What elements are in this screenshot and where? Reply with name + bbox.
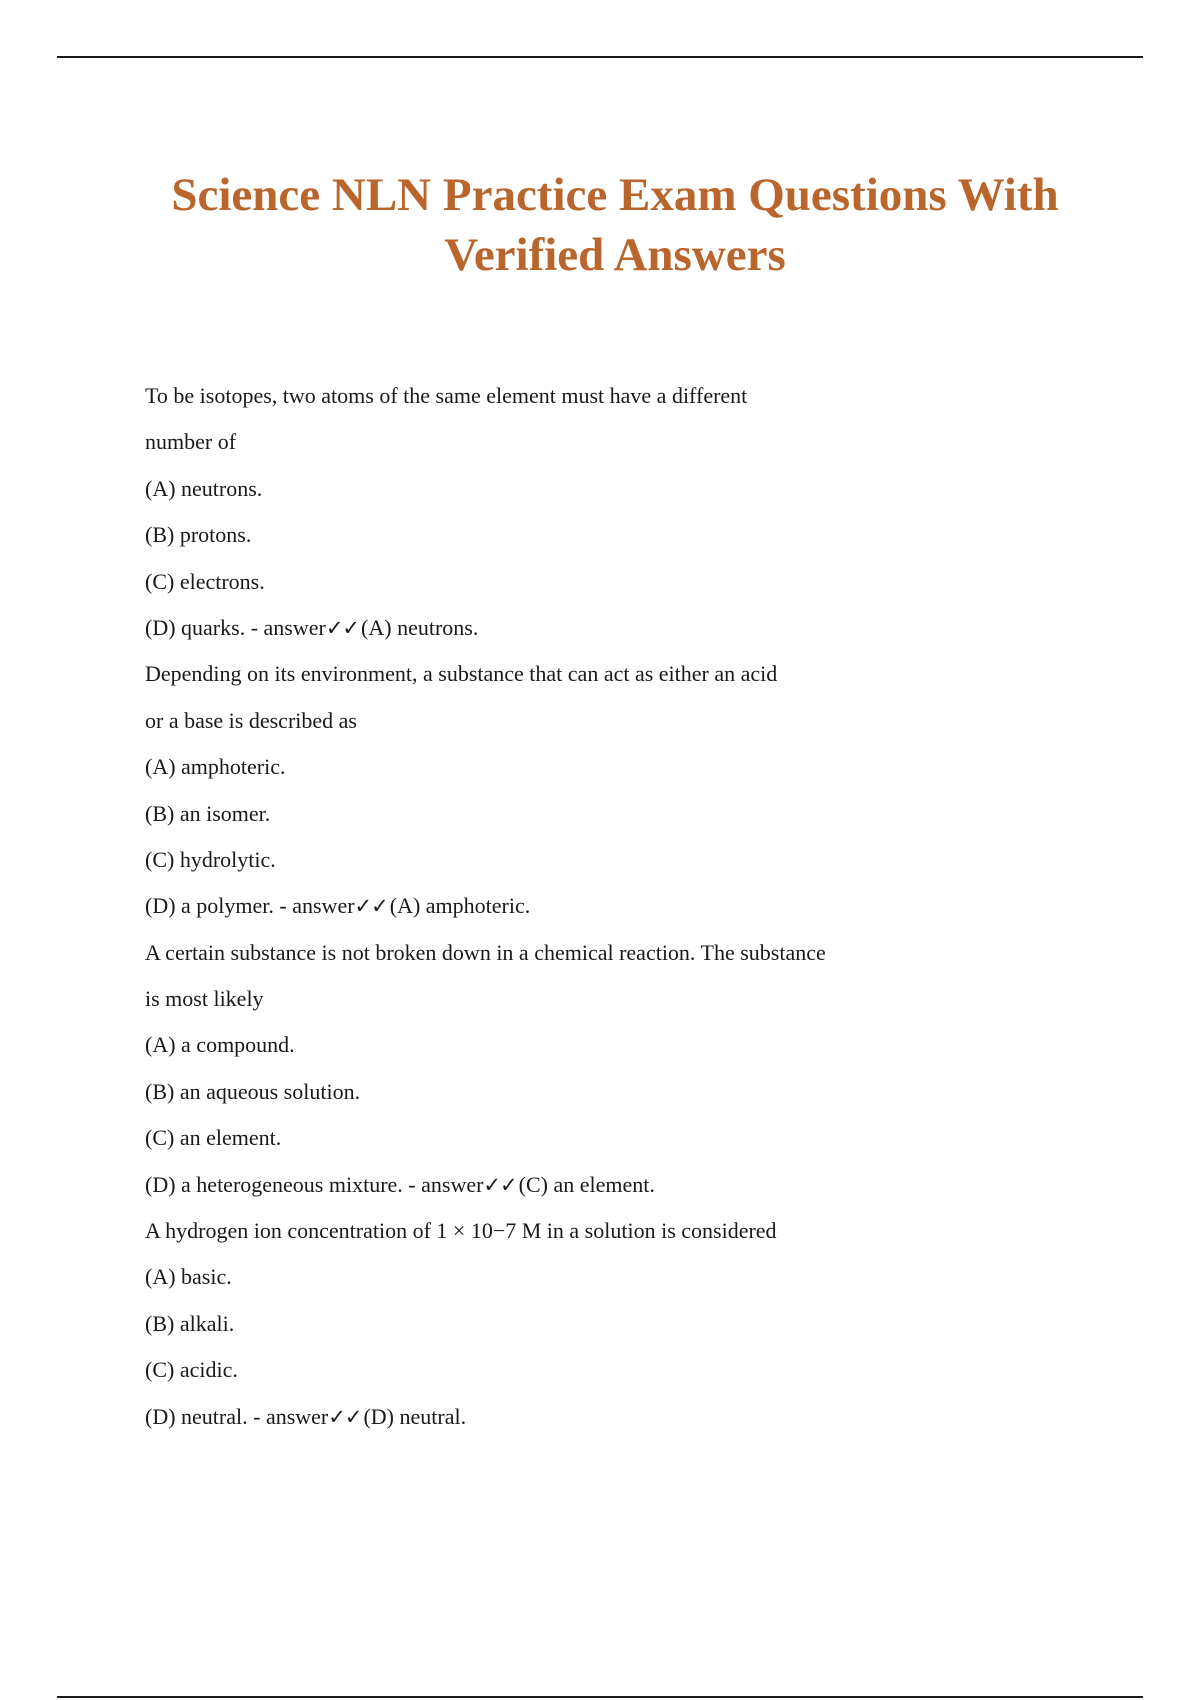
question-1 [145,378,1045,656]
document-title [100,165,1130,285]
question-stem-line: number of [145,429,237,455]
answer-option: (B) protons. [145,522,252,548]
answer-option: (C) acidic. [145,1357,238,1383]
title-line-2: Verified Answers [444,229,786,281]
question-stem-line: Depending on its environment, a substance that can act as either an acid [145,661,778,687]
answer-option: (D) quarks. - answer [145,614,326,640]
footer-rule [57,1696,1143,1698]
question-2 [145,656,1045,934]
correct-answer: (D) neutral. [363,1403,467,1429]
correct-answer: (A) neutrons. [361,614,479,640]
check-mark-icon: ✓✓ [354,894,388,919]
answer-option: (A) neutrons. [145,475,263,501]
answer-line [145,1399,1045,1445]
answer-line [145,888,1045,934]
answer-option: (C) electrons. [145,568,265,594]
answer-line [145,610,1045,656]
question-stem-line: A hydrogen ion concentration of 1 × 10−7 M in a solution is considered [145,1218,777,1244]
question-list [145,378,1045,1445]
answer-option: (C) hydrolytic. [145,846,276,872]
title-line-1: Science NLN Practice Exam Questions With [171,169,1059,221]
question-stem-line: is most likely [145,986,264,1012]
correct-answer: (C) an element. [518,1171,655,1197]
question-stem-line: or a base is described as [145,707,357,733]
answer-option: (D) neutral. - answer [145,1403,329,1429]
check-mark-icon: ✓✓ [328,1404,362,1429]
answer-option: (A) amphoteric. [145,754,286,780]
check-mark-icon: ✓✓ [325,615,360,640]
question-stem-line: To be isotopes, two atoms of the same element must have a different [145,383,748,408]
answer-option: (C) an element. [145,1125,282,1151]
answer-option: (A) basic. [145,1264,232,1290]
answer-option: (D) a heterogeneous mixture. - answer [145,1171,484,1197]
header-rule [57,56,1143,58]
check-mark-icon: ✓✓ [483,1172,517,1197]
answer-option: (D) a polymer. - answer [145,893,355,919]
question-stem-line: A certain substance is not broken down in a chemical reaction. The substance [145,939,826,965]
answer-option: (B) an isomer. [145,800,271,826]
answer-line [145,1167,1045,1213]
question-4 [145,1213,1045,1445]
correct-answer: (A) amphoteric. [389,893,531,919]
answer-option: (B) an aqueous solution. [145,1078,361,1104]
answer-option: (A) a compound. [145,1032,295,1058]
question-3 [145,935,1045,1213]
answer-option: (B) alkali. [145,1310,235,1336]
